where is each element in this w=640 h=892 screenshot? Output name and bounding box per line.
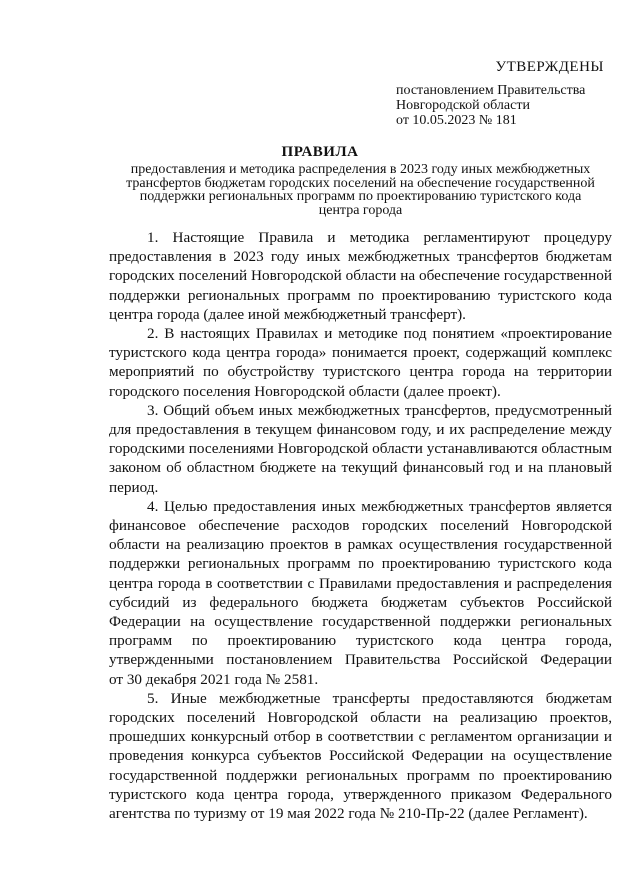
paragraph-line: законом об областном бюджете на текущий финансовый год и на плановый [109, 459, 612, 477]
approval-block [396, 60, 626, 128]
paragraph-line: 4. Целью предоставления иных межбюджетных трансфертов является [147, 497, 612, 515]
paragraph-line: центра города в соответствии с Правилами предоставления и распределения [109, 574, 612, 592]
paragraph-line: программ по проектированию туристского кода центра города, [109, 632, 612, 650]
paragraph-line: проведения конкурса субъектов Российской Федерации на осуществление [109, 747, 612, 765]
paragraph-line: предоставления в 2023 году иных межбюджетных трансфертов бюджетам [109, 248, 612, 266]
document-title: ПРАВИЛА [281, 144, 359, 160]
paragraph-line: прошедших конкурсный отбор в соответствии с регламентом организации и [109, 728, 612, 746]
paragraph-line: туристского кода центра города» понимается проект, содержащий комплекс [109, 344, 612, 362]
paragraph-line: городскими поселениями Новгородской области устанавливаются областным [109, 440, 612, 458]
paragraph-line: Федерации на осуществление государственной поддержки региональных [109, 613, 612, 631]
approval-line: постановлением Правительства [396, 83, 586, 98]
paragraph-line: от 30 декабря 2021 года № 2581. [109, 670, 319, 688]
paragraph-line: области на реализацию проектов в рамках осуществления государственной [109, 536, 612, 554]
subtitle-line: трансфертов бюджетам городских поселений на обеспечение государственной [126, 175, 595, 191]
document-body [109, 228, 612, 823]
paragraph-line: городского поселения Новгородской области (далее проект). [109, 382, 501, 400]
paragraph-line: утвержденными постановлением Правительства Российской Федерации [109, 651, 612, 669]
paragraph-4 [109, 497, 612, 689]
paragraph-line: период. [109, 478, 159, 496]
paragraph-line: 3. Общий объем иных межбюджетных трансфертов, предусмотренный [147, 401, 612, 419]
paragraph-line: городских поселений Новгородской области на обеспечение государственной [109, 267, 612, 285]
paragraph-line: 5. Иные межбюджетные трансферты предоставляются бюджетам [147, 689, 612, 707]
approval-line: Новгородской области [396, 98, 530, 113]
paragraph-line: финансовое обеспечение расходов городских поселений Новгородской [109, 517, 612, 535]
paragraph-3 [109, 401, 612, 497]
subtitle-line: центра города [318, 202, 403, 218]
paragraph-line: мероприятий по обустройству туристского центра города на территории [109, 363, 612, 381]
subtitle-line: поддержки региональных программ по проектированию туристского кода [139, 189, 582, 204]
paragraph-line: государственной поддержки региональных программ по проектированию [109, 766, 612, 784]
paragraph-line: центра города (далее иной межбюджетный трансферт). [109, 305, 466, 323]
paragraph-line: 1. Настоящие Правила и методика регламентируют процедуру [147, 229, 612, 246]
paragraph-2 [109, 324, 612, 401]
approval-line: от 10.05.2023 № 181 [396, 113, 517, 128]
approval-heading: УТВЕРЖДЕНЫ [495, 59, 604, 75]
paragraph-line: субсидий из федерального бюджета бюджетам субъектов Российской [109, 593, 612, 611]
paragraph-line: городских поселений Новгородской области на реализацию проектов, [109, 709, 612, 727]
paragraph-5 [109, 689, 612, 823]
subtitle-line: предоставления и методика распределения в 2023 году иных межбюджетных [130, 162, 591, 177]
paragraph-line: 2. В настоящих Правилах и методике под понятием «проектирование [147, 325, 612, 343]
paragraph-line: поддержки региональных программ по проектированию туристского кода [109, 555, 612, 573]
paragraph-line: туристского кода центра города, утвержденного приказом Федерального [109, 785, 612, 803]
document-subtitle [108, 163, 613, 217]
paragraph-1 [109, 228, 612, 324]
paragraph-line: агентства по туризму от 19 мая 2022 года № 210-Пр-22 (далее Регламент). [109, 805, 588, 823]
paragraph-line: для предоставления в текущем финансовом году, и их распределение между [109, 421, 612, 439]
paragraph-line: поддержки региональных программ по проектированию туристского кода [109, 286, 612, 304]
